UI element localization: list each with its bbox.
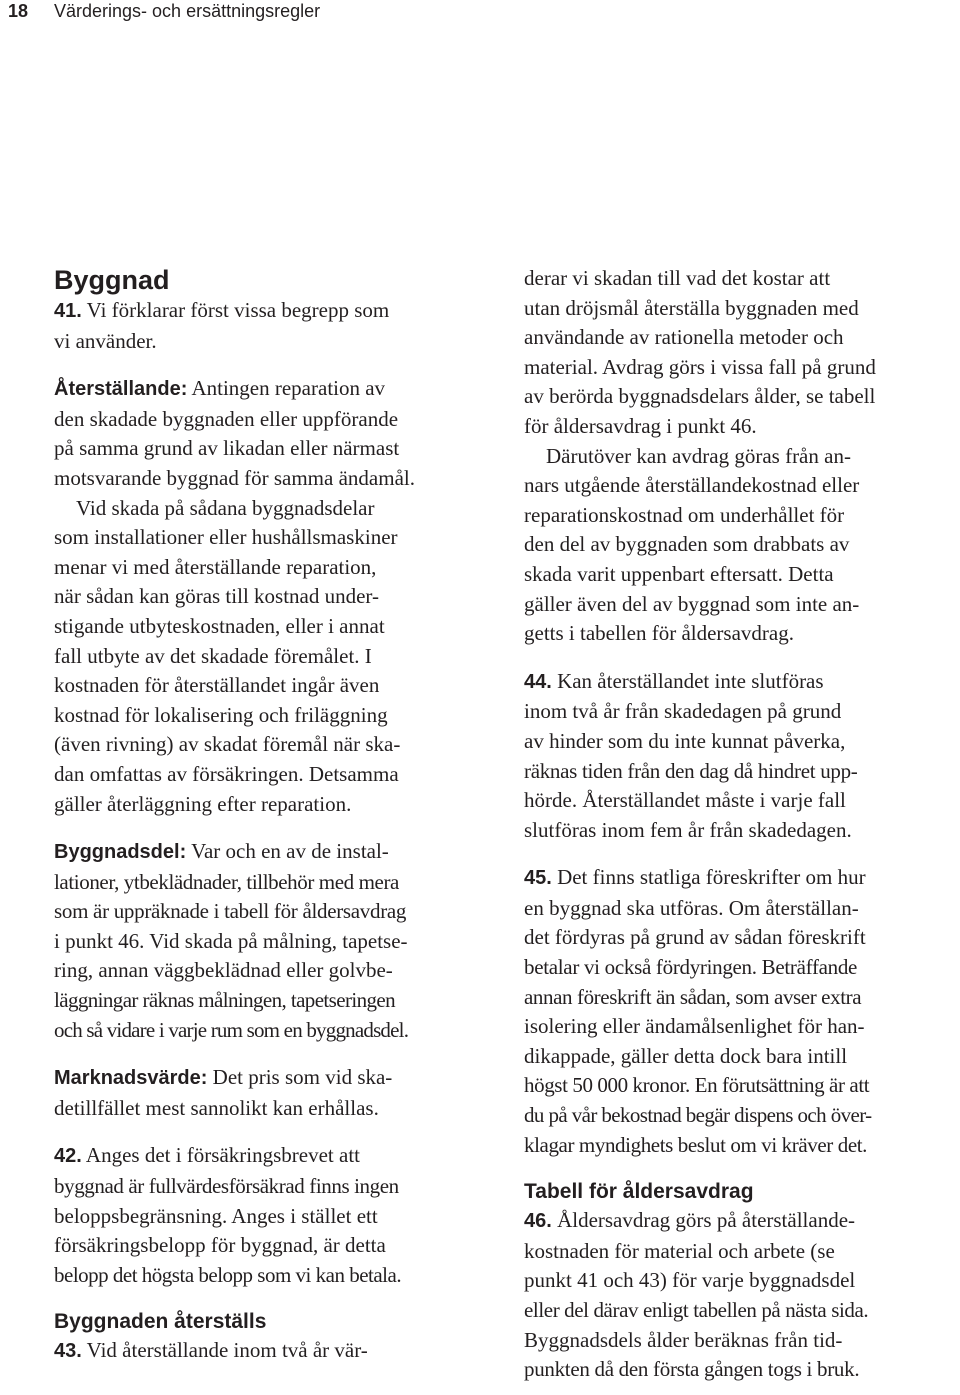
page-number: 18 [8,1,29,21]
paragraph-number: 42. [54,1145,82,1168]
page-header [0,0,960,24]
definition-term: Byggnadsdel: [54,841,187,864]
left-column [54,264,484,1367]
subsection-heading: Byggnaden återställs [54,1310,267,1334]
right-column [524,264,956,1385]
subsection-heading: Tabell för åldersavdrag [524,1180,754,1204]
paragraph-number: 41. [54,300,82,322]
paragraph-number: 46. [524,1210,552,1233]
paragraph-42: 42. Anges det i försäkringsbrevet att byggnad är fullvärdesförsäkrad finns ingen beloppsbegränsning. Anges i stället ett försäkringsbelopp för byggnad, är detta belopp det högsta belopp som vi kan betala. [54,1143,402,1287]
paragraph-number: 44. [524,670,552,693]
definition-term: Återställande: [54,378,188,401]
running-title: Värderings- och ersättningsregler [54,1,321,21]
definition-term: Marknadsvärde: [54,1067,208,1090]
paragraph-41: 41. Vi förklarar först vissa begrepp som vi använder. [54,298,390,353]
paragraph-45: 45. Det finns statliga föreskrifter om hur en byggnad ska utföras. Om återställan- det fördyras på grund av sådan föreskrift betalar vi också fördyringen. Beträffande annan föreskrift än sådan, som avser extra isolering eller ändamålsenlighet för han- dikappade, gäller detta dock bara intill högst 50 000 kronor. En förutsättning är att du på vår bekostnad begär dispens och över- klagar myndighets beslut om vi kräver det. [524,865,872,1157]
paragraph-number: 43. [54,1340,82,1363]
paragraph-number: 45. [524,867,552,890]
paragraph-43: 43. Vid återställande inom två år vär- [54,1338,368,1363]
section-heading: Byggnad [54,265,170,295]
definition-aterstallande: Återställande: Antingen reparation av den skadade byggnaden eller uppförande på samma grund av likadan eller närmast motsvarande byggnad för samma ändamål. Vid skada på sådana byggnadsdelar som installationer eller hushållsmaskiner menar vi med återställande reparation, när sådan kan göras till kostnad under- stigande utbyteskostnaden, eller i annat fall utbyte av det skadade föremålet. I kostnaden för återställandet ingår även kostnad för lokalisering och friläggning (även rivning) av skadat föremål när ska- dan omfattas av försäkringen. Detsamma gäller återläggning efter reparation. [54,376,415,816]
paragraph-43-continued: derar vi skadan till vad det kostar att utan dröjsmål återställa byggnaden med användande av rationella metoder och material. Avdrag görs i vissa fall på grund av berörda byggnadsdelars ålder, se tabell för åldersavdrag i punkt 46. Därutöver kan avdrag göras från an- nars utgående återställandekostnad eller reparationskostnad om underhållet för den del av byggnaden som drabbats av skada varit uppenbart eftersatt. Detta gäller även del av byggnad som inte an- getts i tabellen för åldersavdrag. [524,266,876,646]
paragraph-46: 46. Åldersavdrag görs på återställande- kostnaden för material och arbete (se punkt 41 och 43) för varje byggnadsdel eller del därav enligt tabellen på nästa sida. Byggnadsdels ålder beräknas från tid- punkten då den första gången togs i bruk. [524,1208,869,1382]
paragraph-44: 44. Kan återställandet inte slutföras inom två år från skadedagen på grund av hinder som du inte kunnat påverka, räknas tiden från den dag då hindret upp- hörde. Återställandet måste i varje fall slutföras inom fem år från skadedagen. [524,668,858,842]
definition-marknadsvarde: Marknadsvärde: Det pris som vid ska- detillfället mest sannolikt kan erhållas. [54,1065,393,1120]
definition-byggnadsdel: Byggnadsdel: Var och en av de instal- lationer, ytbeklädnader, tillbehör med mera som är uppräknade i tabell för åldersavdrag i punkt 46. Vid skada på målning, tapetse- ring, annan väggbeklädnad eller golvbe- läggningar räknas målningen, tapetseringen och så vidare i varje rum som en byggnadsdel. [54,839,409,1042]
